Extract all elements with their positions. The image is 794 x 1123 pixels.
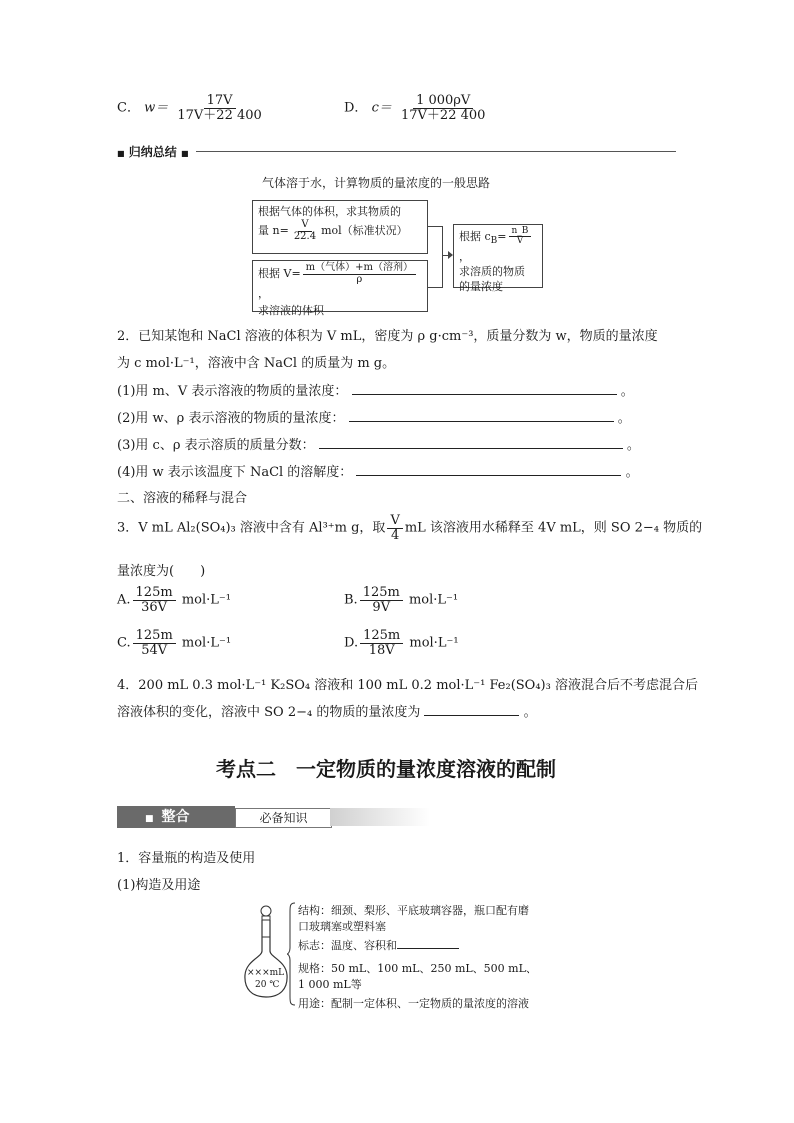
flask-label-capacity: ×××mL <box>247 968 285 978</box>
q3-option-d-label: D. <box>344 635 359 651</box>
summary-title: 气体溶于水，计算物质的量浓度的一般思路 <box>262 176 491 190</box>
section-heading-bar <box>117 806 430 828</box>
flow-box-solution-volume-post: ， <box>258 287 269 300</box>
heading-bar-fade <box>330 808 430 826</box>
option-c-label: C． <box>117 100 140 116</box>
flow-box-solution-volume-line1 <box>258 263 422 302</box>
fraction-denominator: 36V <box>141 599 168 615</box>
flask-spec-line2: 1 000 mL等 <box>298 978 362 991</box>
q3-option-b-label: B. <box>344 592 358 608</box>
q2-sub2-answer-blank[interactable] <box>349 409 614 422</box>
flow-box-concentration-eq: = <box>497 229 507 243</box>
option-d <box>344 94 490 122</box>
q3-fraction <box>387 514 402 542</box>
q4-answer-blank[interactable] <box>424 703 519 716</box>
flow-box-concentration-fraction <box>509 227 532 247</box>
flow-box-concentration <box>453 224 543 294</box>
item1-subtitle: (1)构造及用途 <box>117 878 201 893</box>
square-bullet-icon: ■ <box>145 814 154 824</box>
flow-box-concentration-line2: 求溶质的物质 <box>459 265 525 279</box>
fraction-numerator: V <box>298 220 311 232</box>
flow-box-gas-volume-line1: 根据气体的体积，求其物质的 <box>258 205 401 218</box>
flow-box-concentration-line3: 的量浓度 <box>459 280 503 294</box>
q2-sub2-text: (2)用 w、ρ 表示溶液的物质的量浓度： <box>117 411 345 426</box>
square-bullet-icon: ■ <box>117 149 125 158</box>
flask-spec-line1: 规格：50 mL、100 mL、250 mL、500 mL、 <box>298 962 537 975</box>
item1-title: 1．容量瓶的构造及使用 <box>117 851 256 866</box>
option-d-lhs: c＝ <box>371 100 392 116</box>
fraction-denominator: 54V <box>141 642 168 658</box>
option-c-numerator: 17V <box>204 94 236 109</box>
q3-post: mL 该溶液用水稀释至 4V mL，则 SO 2−₄ 物质的 <box>404 520 703 536</box>
flow-box-concentration-pre: 根据 c <box>459 229 491 243</box>
q3-option-a-label: A. <box>117 592 131 608</box>
flow-box-solution-volume-pre: 根据 V= <box>258 267 301 280</box>
fraction-denominator: 9V <box>372 599 391 615</box>
fraction-numerator: m（气体）+m（溶剂） <box>303 263 416 275</box>
option-d-denominator: 17V＋22 400 <box>401 107 486 123</box>
flow-box-concentration-sub: B <box>490 236 498 247</box>
q3-line2: 量浓度为( ) <box>117 564 206 579</box>
q3-option-b[interactable] <box>344 586 458 614</box>
q2-sub2-end: 。 <box>617 411 631 426</box>
brace-icon <box>286 902 296 1006</box>
fraction-denominator: V <box>516 236 524 247</box>
q2-sub1-text: (1)用 m、V 表示溶液的物质的量浓度： <box>117 384 348 399</box>
option-c-lhs: w＝ <box>144 100 169 116</box>
option-c <box>117 94 267 122</box>
q2-sub4 <box>117 461 639 480</box>
q2-sub3-end: 。 <box>626 438 640 453</box>
option-c-denominator: 17V＋22 400 <box>177 107 262 123</box>
summary-divider <box>196 151 676 152</box>
q3-pre: 3．V mL Al₂(SO₄)₃ 溶液中含有 Al³⁺m g，取 <box>117 520 386 536</box>
flow-box-gas-volume <box>252 200 428 254</box>
q4-end: 。 <box>523 705 537 720</box>
flow-connector <box>428 226 443 288</box>
q3-option-b-fraction <box>360 586 403 614</box>
flow-box-gas-volume-line2 <box>258 220 422 242</box>
q3-option-d-unit: mol·L⁻¹ <box>409 635 459 651</box>
q3-option-d-fraction <box>360 629 403 657</box>
fraction-denominator: 22.4 <box>293 230 317 242</box>
fraction-numerator: 125m <box>360 629 403 644</box>
q2-sub1-end: 。 <box>620 384 634 399</box>
q2-sub1-answer-blank[interactable] <box>352 382 617 395</box>
q3-option-b-unit: mol·L⁻¹ <box>408 592 459 608</box>
fraction-denominator: 4 <box>390 527 400 543</box>
fraction-numerator: 125m <box>133 586 176 601</box>
option-c-fraction <box>174 94 264 122</box>
q2-sub3 <box>117 434 640 453</box>
flow-box-gas-volume-fraction <box>291 220 319 242</box>
summary-tag <box>117 143 189 160</box>
q3-option-a-fraction <box>133 586 176 614</box>
flow-box-solution-volume <box>252 260 428 317</box>
fraction-denominator: ρ <box>356 273 363 285</box>
flask-mark-text: 标志：温度、容积和 <box>298 939 397 952</box>
q2-sub4-text: (4)用 w 表示该温度下 NaCl 的溶解度： <box>117 465 353 480</box>
q2-sub2 <box>117 407 631 426</box>
q3-option-a-unit: mol·L⁻¹ <box>181 592 231 608</box>
option-d-label: D． <box>344 100 368 116</box>
q2-sub3-text: (3)用 c、ρ 表示溶质的质量分数： <box>117 438 315 453</box>
flask-structure-line2: 口玻璃塞或塑料塞 <box>298 920 386 933</box>
heading-bar-dark <box>117 806 235 828</box>
q4-line2 <box>117 701 537 720</box>
q2-sub4-answer-blank[interactable] <box>356 463 621 476</box>
q2-line1: 2．已知某饱和 NaCl 溶液的体积为 V mL，密度为 ρ g·cm⁻³，质量分数为 w，物质的量浓度 <box>117 329 658 344</box>
flask-structure-line1: 结构：细颈、梨形、平底玻璃容器，瓶口配有磨 <box>298 904 529 917</box>
q2-sub4-end: 。 <box>625 465 639 480</box>
q3-option-c-fraction <box>133 629 176 657</box>
q2-line2: 为 c mol·L⁻¹，溶液中含 NaCl 的质量为 m g。 <box>117 356 396 371</box>
q3-option-c-unit: mol·L⁻¹ <box>181 635 232 651</box>
flow-box-concentration-line1 <box>459 227 537 264</box>
fraction-numerator: 125m <box>360 586 403 601</box>
q3-option-c[interactable] <box>117 629 231 657</box>
fraction-numerator: n_B <box>509 227 532 237</box>
q4-line2-text: 溶液体积的变化，溶液中 SO 2−₄ 的物质的量浓度为 <box>117 705 421 720</box>
q3-option-c-label: C. <box>117 635 131 651</box>
q3-line1 <box>117 514 702 542</box>
square-bullet-icon: ■ <box>180 149 189 158</box>
section-heading-dilution: 二、溶液的稀释与混合 <box>117 491 248 506</box>
summary-tag-label: 归纳总结 <box>128 145 177 159</box>
q3-option-a[interactable] <box>117 586 231 614</box>
option-d-numerator: 1 000ρV <box>413 94 473 109</box>
flow-box-concentration-post: ， <box>459 250 470 264</box>
heading-bar-dark-label: 整合 <box>161 809 190 825</box>
q2-sub1 <box>117 380 634 399</box>
fraction-numerator: V <box>387 514 402 529</box>
kaodian-title: 考点二 一定物质的量浓度溶液的配制 <box>216 757 556 781</box>
q4-line1: 4．200 mL 0.3 mol·L⁻¹ K₂SO₄ 溶液和 100 mL 0.2 mol·L⁻¹ Fe₂(SO₄)₃ 溶液混合后不考虑混合后 <box>117 678 698 693</box>
option-d-fraction <box>398 94 488 122</box>
flask-use: 用途：配制一定体积、一定物质的量浓度的溶液 <box>298 997 529 1010</box>
q3-option-d[interactable] <box>344 629 459 657</box>
q2-sub3-answer-blank[interactable] <box>319 436 623 449</box>
fraction-denominator: 18V <box>368 642 395 658</box>
heading-bar-light: 必备知识 <box>235 808 332 828</box>
flow-box-solution-volume-line2: 求溶液的体积 <box>258 304 324 317</box>
flask-mark-answer-blank[interactable] <box>397 937 459 949</box>
flow-box-gas-volume-post: mol（标准状况） <box>321 224 408 237</box>
flask-label-temperature: 20 ℃ <box>255 980 280 990</box>
flask-mark <box>298 937 459 953</box>
flow-box-gas-volume-pre: 量 n= <box>258 224 289 237</box>
flow-box-solution-volume-fraction <box>303 263 416 285</box>
fraction-numerator: 125m <box>133 629 176 644</box>
